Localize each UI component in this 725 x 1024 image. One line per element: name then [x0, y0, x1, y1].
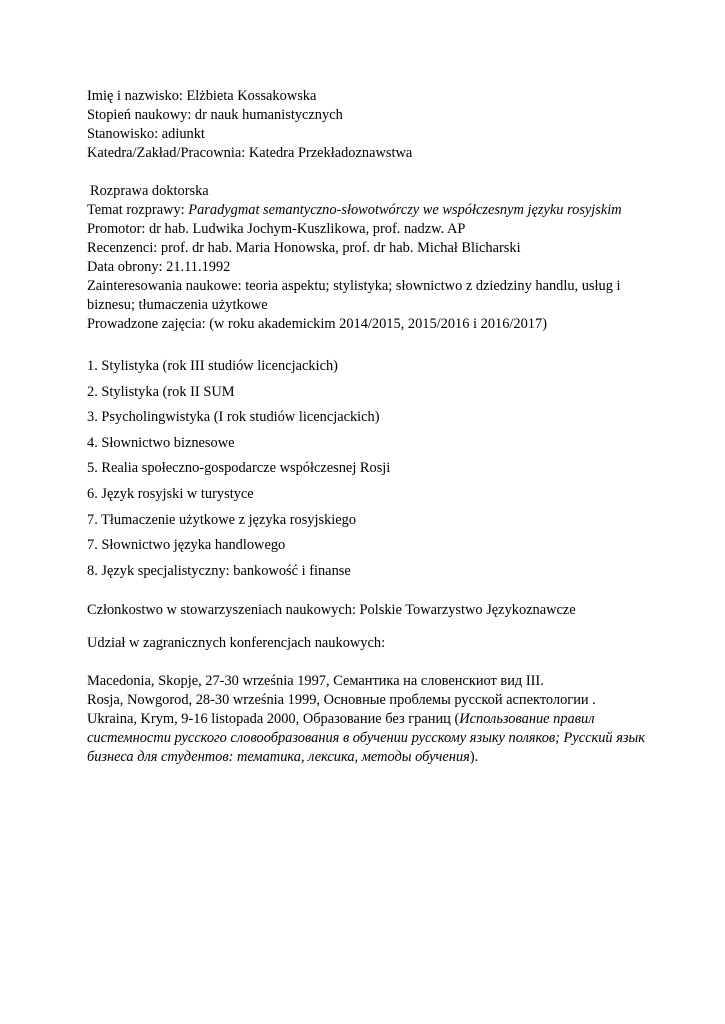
conference-text: Ukraina, Krym, 9-16 listopada 2000, Образование без границ (: [87, 711, 460, 728]
membership-line: Członkostwo w stowarzyszeniach naukowych: Polskie Towarzystwo Językoznawcze: [87, 602, 576, 619]
spacer: [87, 163, 647, 182]
interests-line: Zainteresowania naukowe: teoria aspektu; stylistyka; słownictwo z dziedziny handlu, usług i biznesu; tłumaczenia użytkowe: [87, 278, 621, 313]
document-page: [87, 87, 647, 767]
topic-value: Paradygmat semantyczno-słowotwórczy we współczesnym języku rosyjskim: [188, 202, 622, 218]
reviewers-line: Recenzenci: prof. dr hab. Maria Honowska, prof. dr hab. Michał Blicharski: [87, 240, 521, 256]
dissertation-title: Rozprawa doktorska: [90, 183, 209, 199]
defense-date-line: Data obrony: 21.11.1992: [87, 259, 231, 275]
course-item: 6. Język rosyjski w turystyce: [87, 485, 254, 502]
course-item: 4. Słownictwo biznesowe: [87, 434, 235, 451]
conference-text-end: ).: [469, 749, 479, 766]
course-item: 7. Słownictwo języka handlowego: [87, 537, 286, 554]
personal-info-section: [87, 87, 647, 163]
course-item: 5. Realia społeczno-gospodarcze współczesnej Rosji: [87, 460, 391, 477]
courses-list: [87, 354, 647, 584]
dissertation-section: [87, 182, 647, 334]
conference-topics: Использование правил системности русского словообразования в обучении русскому языку поляков; Русский язык бизнеса для студентов: тематика, лексика, методы обучения: [87, 711, 645, 766]
position-line: Stanowisko: adiunkt: [87, 126, 205, 142]
conference-item: Macedonia, Skopje, 27-30 września 1997, Семантика на словенскиот вид III.: [87, 673, 544, 690]
classes-line: Prowadzone zajęcia: (w roku akademickim 2014/2015, 2015/2016 i 2016/2017): [87, 316, 547, 332]
conference-item: [87, 710, 647, 767]
department-line: Katedra/Zakład/Pracownia: Katedra Przekładoznawstwa: [87, 145, 413, 161]
degree-line: Stopień naukowy: dr nauk humanistycznych: [87, 107, 343, 123]
course-item: 1. Stylistyka (rok III studiów licencjackich): [87, 358, 338, 374]
topic-line: [87, 201, 647, 220]
course-item: 2. Stylistyka (rok II SUM: [87, 383, 235, 400]
course-item: 8. Język specjalistyczny: bankowość i finanse: [87, 562, 351, 579]
conference-item: Rosja, Nowgorod, 28-30 września 1999, Основные проблемы русской аспектологии .: [87, 692, 596, 709]
name-line: Imię i nazwisko: Elżbieta Kossakowska: [87, 88, 317, 104]
conferences-title: Udział w zagranicznych konferencjach naukowych:: [87, 635, 386, 652]
course-item: 7. Tłumaczenie użytkowe z języka rosyjskiego: [87, 511, 357, 528]
conferences-list: [87, 672, 647, 767]
course-item: 3. Psycholingwistyka (I rok studiów licencjackich): [87, 409, 380, 426]
promoter-line: Promotor: dr hab. Ludwika Jochym-Kuszlikowa, prof. nadzw. AP: [87, 221, 466, 237]
topic-label: Temat rozprawy:: [87, 202, 189, 218]
